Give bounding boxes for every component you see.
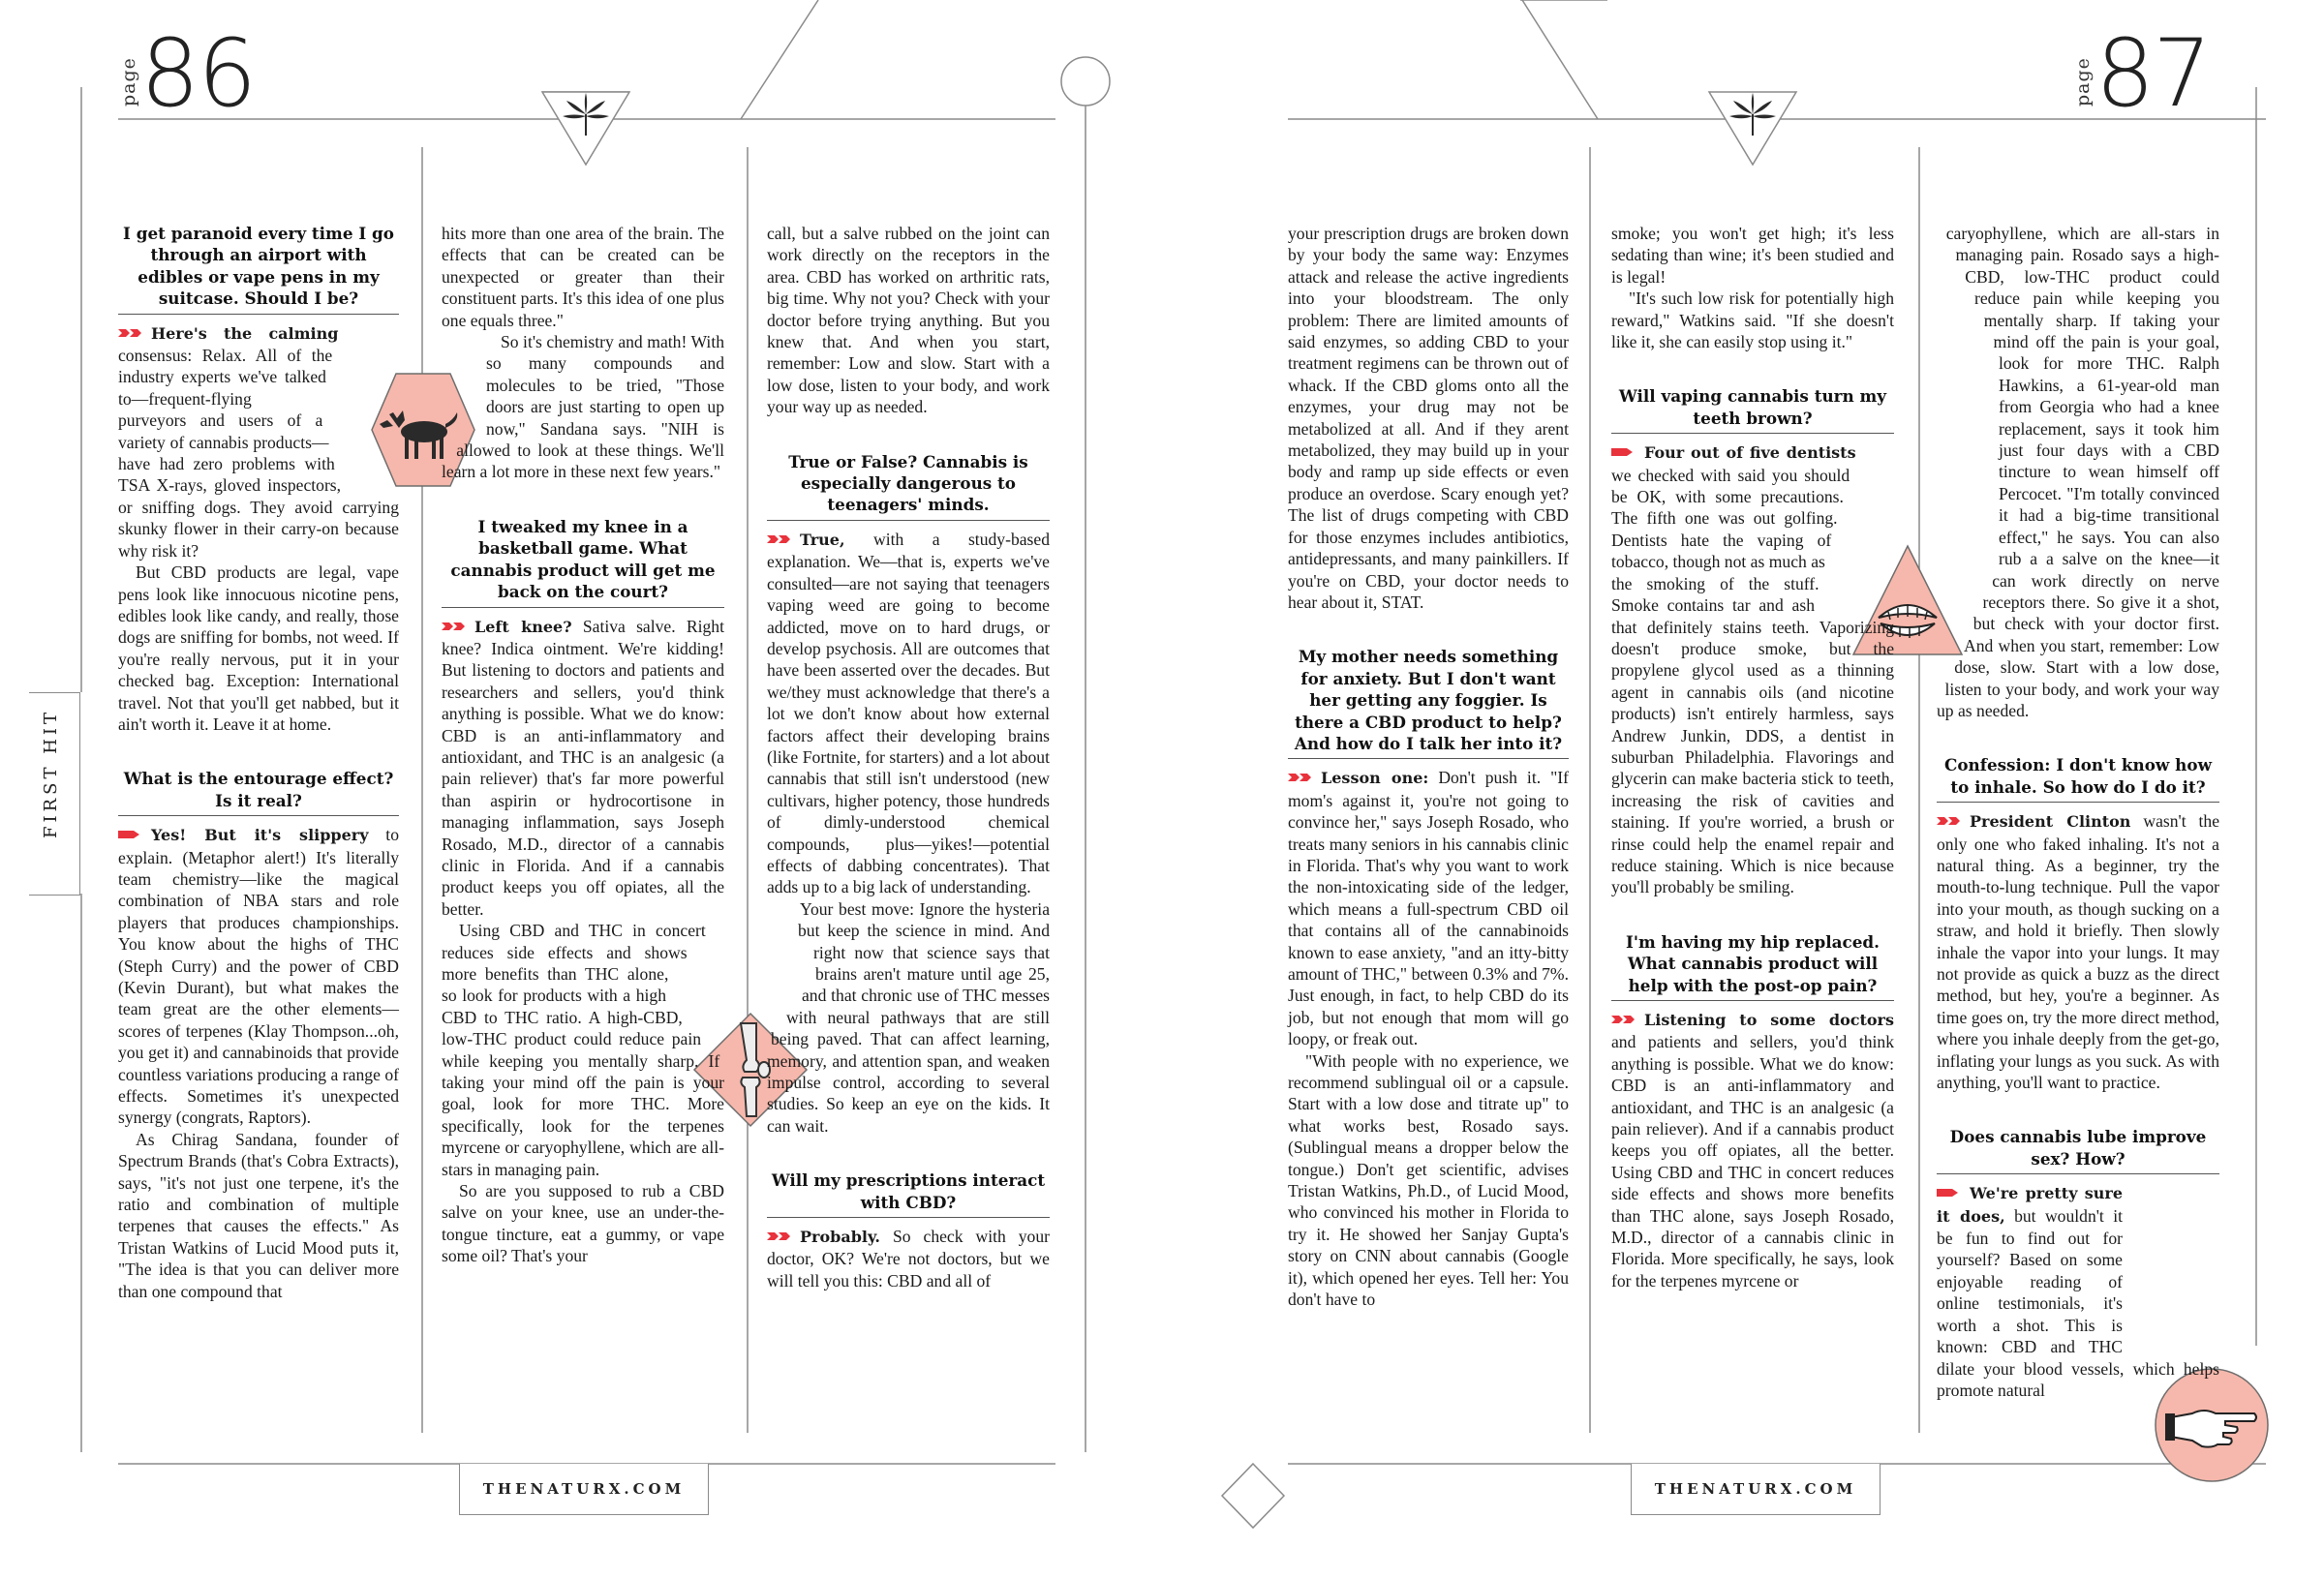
answer-lead: True,: [800, 530, 845, 549]
answer-paragraph: [1937, 810, 2219, 1093]
answer-text: to explain. (Metaphor alert!) It's literally team chemistry—like the magical combination of NBA stars and role players that produces championships. You know about the highs of THC (Steph Curry) and the power of CBD (Kevin Durant), but what makes the team great are the other elements—scores of terpenes (Klay Thompson...oh, you get it) and cannabinoids that provide countless variations producing a range of effects. Sometimes it's unexpected synergy (congrats, Raptors).: [118, 825, 399, 1128]
question-heading: True or False? Cannabis is especially dangerous to teenagers' minds.: [788, 451, 1028, 515]
divider: [1937, 1173, 2219, 1174]
divider: [1611, 1000, 1894, 1001]
body-paragraph: But CBD products are legal, vape pens look like innocuous nicotine pens, edibles look like candy, and really, those dogs are sniffing for bombs, not weed. If you're really nervous, put it in your checked bag. Exception: International travel. Not that you'll get nabbed, but it ain't worth it. Leave it at home.: [118, 562, 399, 734]
answer-paragraph: [118, 824, 399, 1129]
answer-paragraph: [767, 529, 1050, 898]
body-paragraph: call, but a salve rubbed on the joint can work directly on the receptors in the area. CBD has worked on arthritic rats, big time. Why not you? Check with your doctor before trying anything. But you knew that. And when you start, remember: Low and slow. Start with a low dose, listen to your body, and work your way up as needed.: [767, 224, 1050, 417]
column-2: [442, 223, 724, 1267]
answer-paragraph: [1611, 1009, 1894, 1291]
question-heading: Will my prescriptions interact with CBD?: [771, 1170, 1046, 1212]
divider: [118, 314, 399, 315]
divider: [1288, 758, 1569, 759]
body-paragraph: As Chirag Sandana, founder of Spectrum Brands (that's Cobra Extracts), says, "it's not just one terpene, it's the ratio and combination of multiple terpenes that causes the effects." As Tristan Watkins of Lucid Mood puts it, "The idea is that you can deliver more than one compound that: [118, 1129, 399, 1301]
footer-site-right: THENATURX.COM: [1631, 1464, 1881, 1515]
body-paragraph: your prescription drugs are broken down by your body the same way: Enzymes attack and release the active ingredients into your bloodstream. The only problem: There are limited amounts of said enzymes, so adding CBD to your treatment regimens can be thrown out of whack. If the CBD gloms onto all the enzymes, your drug may not be metabolized at all. And if they arent metabolized, they may build up in your body and ramp up side effects or even produce an overdose. Scary enough yet? The list of drugs competing with CBD for those enzymes includes antibiotics, antidepressants, and many painkillers. If you're on CBD, your doctor needs to hear about it, STAT.: [1288, 224, 1569, 612]
body-paragraph: smoke; you won't get high; it's less sedating than wine; it's been studied and is legal!: [1611, 224, 1894, 287]
arrow-icon: [442, 620, 471, 633]
question-heading: I get paranoid every time I go through an airport with edibles or vape pens in my suitcase. Should I be?: [123, 224, 394, 309]
arrow-icon: [767, 1230, 796, 1243]
answer-lead: We're pretty sure it does,: [1937, 1184, 2123, 1226]
question-heading: My mother needs something for anxiety. But I don't want her getting any foggier. Is there a CBD product to help? And how do I talk her into it?: [1294, 647, 1563, 753]
cannabis-leaf-icon: [1724, 93, 1782, 137]
arrow-icon: [1288, 771, 1317, 784]
answer-lead: Four out of five dentists: [1644, 443, 1856, 463]
question-heading: Confession: I don't know how to inhale. So how do I do it?: [1943, 755, 2213, 797]
body-paragraph: Using CBD and THC in concert reduces side effects and shows more benefits than THC alone, so look for products with a high CBD to THC ratio. A high-CBD, low-THC product could reduce pain while keeping you mentally sharp. If taking your mind off the pain is your goal, look for more THC. More specifically, look for the terpenes myrcene or caryophyllene, which are all-stars in managing pain.: [442, 921, 724, 1179]
arrow-icon: [118, 828, 147, 841]
answer-text: Sativa salve. Right knee? Indica ointment. We're kidding! But listening to doctors and patients and researchers and sellers, you'd think anything is possible. What we do know: CBD is an anti-inflammatory and antioxidant, and THC is an analgesic (a pain reliever) that's far more powerful than aspirin or hydrocortisone in managing inflammation, says Joseph Rosado, M.D., director of a cannabis clinic in Florida. And if a cannabis product keeps you off opiates, all the better.: [442, 616, 724, 919]
page-number-left: 86: [140, 19, 256, 128]
answer-paragraph: [1288, 767, 1569, 1049]
arrow-icon: [118, 326, 147, 340]
section-tab: [29, 692, 80, 896]
divider: [767, 520, 1050, 521]
column-6: [1937, 223, 2219, 1401]
column-5: [1611, 223, 1894, 1291]
body-paragraph: "It's such low risk for potentially high reward," Watkins said. "If she doesn't like it, she can easily stop using it.": [1611, 288, 1894, 352]
page-word-left: page: [118, 57, 139, 106]
body-paragraph: "With people with no experience, we recommend sublingual oil or a capsule. Start with a low dose and titrate up" to what works best, Rosado says. (Sublingual means a dropper below the tongue.) Don't get scientific, advises Tristan Watkins, Ph.D., of Lucid Mood, who convinced his mother in Florida to try it. He showed her Sanjay Gupta's story on CNN about cannabis (Google it), which opened her eyes. Tell her: You don't have to: [1288, 1050, 1569, 1310]
arrow-icon: [1937, 814, 1966, 828]
answer-paragraph: [767, 1226, 1050, 1291]
question-heading: Does cannabis lube improve sex? How?: [1949, 1127, 2207, 1169]
arrow-icon: [767, 532, 796, 546]
body-paragraph: caryophyllene, which are all-stars in managing pain. Rosado says a high-CBD, low-THC product could reduce pain while keeping you mentally sharp. If taking your mind off the pain is your goal, look for more THC. Ralph Hawkins, a 61-year-old man from Georgia who had a knee replacement, says it took him just four days with a CBD tincture to wean himself off Percocet. "I'm totally convinced it had a big-time transitional effect," he says. You can also rub a a salve on the knee—it can work directly on nerve receptors there. So give it a shot, but check with your doctor first. And when you start, remember: Low dose, slow. Start with a low dose, listen to your body, and work your way up as needed.: [1937, 224, 2219, 720]
cannabis-leaf-icon: [557, 93, 615, 137]
body-paragraph: Your best move: Ignore the hysteria but keep the science in mind. And right now that science says that brains aren't mature until age 25, and that chronic use of THC messes with neural pathways that are still being paved. That can affect learning, memory, and attention span, and weaken impulse control, according to several studies. So keep an eye on the kids. It can wait.: [767, 898, 1050, 1136]
answer-text: we checked with said you should be OK, with some precautions. The fifth one was out golfing. Dentists hate the vaping of tobacco, though not as much as the smoking of the stuff. Smoke contains tar and ash that definitely stains teeth. Vaporizing doesn't produce smoke, but the propylene glycol used as a thinning agent in cannabis oils (and nicotine products) isn't entirely harmless, says Andrew Junkin, DDS, a dentist in suburban Philadelphia. Flavorings and glycerin can make bacteria stick to teeth, increasing the risk of cavities and staining. If you're worried, a brush or rinse could help the enamel repair and reduce staining. Which is nice because you'll probably be smiling.: [1611, 465, 1894, 897]
answer-text: Don't push it. "If mom's against it, you're not going to convince her," says Joseph Rosado, who treats many seniors in his cannabis clinic in Florida. That's why you want to work the non-intoxicating side of the ledger, which means a full-spectrum CBD oil that contains all of the cannabinoids known to ease anxiety, "and an itty-bitty amount of THC," between 0.3% and 7%. Just enough, in fact, to help CBD do its job, but not enough that mom will go loopy, or freak out.: [1288, 768, 1570, 1049]
answer-paragraph: [442, 616, 724, 921]
divider: [1937, 802, 2219, 803]
body-paragraph: So it's chemistry and math! With so many compounds and molecules to be tried, "Those doors are just starting to open up now," Sandana says. "NIH is allowed to look at these things. We'll learn a lot more in these next few years.": [442, 332, 724, 482]
question-heading: I'm having my hip replaced. What cannabis product will help with the post-op pain?: [1625, 931, 1881, 995]
answer-lead: Probably.: [800, 1228, 880, 1247]
arrow-icon: [1611, 445, 1640, 459]
body-paragraph: So are you supposed to rub a CBD salve on your knee, use an under-the-tongue tincture, eat a gummy, or vape some oil? That's your: [442, 1181, 724, 1266]
footer-site-left: THENATURX.COM: [459, 1464, 709, 1515]
divider: [442, 607, 724, 608]
answer-lead: Yes! But it's slippery: [151, 826, 369, 845]
column-4: [1288, 223, 1569, 1311]
question-heading: I tweaked my knee in a basketball game. What cannabis product will get me back on the court?: [450, 516, 716, 602]
section-tab-label: FIRST HIT: [41, 708, 61, 838]
page-word-right: page: [2072, 57, 2094, 106]
body-paragraph: hits more than one area of the brain. The effects that can be created can be unexpected or greater than their constituent parts. It's this idea of one plus one equals three.": [442, 224, 724, 330]
answer-text: and patients and sellers, you'd think anything is possible. What we do know: CBD is an anti-inflammatory and antioxidant, and THC is an analgesic (a pain reliever). And if a cannabis product keeps you off opiates, all the better. Using CBD and THC in concert reduces side effects and shows more benefits than THC alone, says Joseph Rosado, M.D., director of a cannabis clinic in Florida. More specifically, he says, look for the terpenes myrcene or: [1611, 1032, 1894, 1291]
answer-lead: Lesson one:: [1321, 769, 1429, 788]
column-1: [118, 223, 399, 1302]
answer-text: but wouldn't it be fun to find out for yourself? Based on some enjoyable reading of online testimonials, it's worth a shot. This is known: CBD and THC dilate your blood vessels, which helps promote natural: [1937, 1205, 2219, 1400]
divider: [1611, 433, 1894, 434]
answer-text: consensus: Relax. All of the industry experts we've talked to—frequent-flying purveyors and users of a variety of cannabis products—have had zero problems with TSA X-rays, gloved inspectors, or sniffing dogs. They avoid carrying skunky flower in their carry-on because why risk it?: [118, 346, 399, 561]
page-number-right: 87: [2095, 19, 2211, 128]
answer-lead: President Clinton: [1970, 812, 2131, 832]
question-heading: Will vaping cannabis turn my teeth brown?: [1618, 386, 1887, 428]
divider: [767, 1217, 1050, 1218]
column-3: [767, 223, 1050, 1291]
arrow-icon: [1611, 1013, 1640, 1026]
answer-lead: Here's the calming: [151, 323, 339, 343]
arrow-icon: [1937, 1186, 1966, 1199]
divider: [118, 815, 399, 816]
answer-text: with a study-based explanation. We—that is, experts we've consulted—are not saying that teenagers vaping weed are going to become addicted, move on to hard drugs, or develop psychosis. All are outcomes that have been asserted over the decades. But we/they must acknowledge that there's a lot we don't know about how external factors affect their developing brains (like Fortnite, for starters) and a lot about cannabis that still isn't understood (new cultivars, higher potency, those hundreds of dimly-understood chemical compounds, plus—yikes!—potential effects of dabbing concentrates). That adds up to a big lack of understanding.: [767, 529, 1050, 897]
answer-lead: Left knee?: [474, 617, 572, 636]
answer-lead: Listening to some doctors: [1644, 1011, 1894, 1029]
question-heading: What is the entourage effect? Is it real?: [123, 769, 394, 810]
answer-text: So check with your doctor, OK? We're not doctors, but we will tell you this: CBD and all of: [767, 1227, 1050, 1291]
answer-text: wasn't the only one who faked inhaling. It's not a natural thing. As a beginner, try the mouth-to-lung technique. Pull the vapor into your mouth, as though sucking on a straw, and hold it briefly. Then slowly inhale the vapor into your lungs. It may not provide as quick a buzz as the direct method, but hey, you're a beginner. As time goes on, try the more direct method, where you inhale deeply from the get-go, inflating your lungs as you suck. As with anything, you'll want to practice.: [1937, 811, 2219, 1093]
